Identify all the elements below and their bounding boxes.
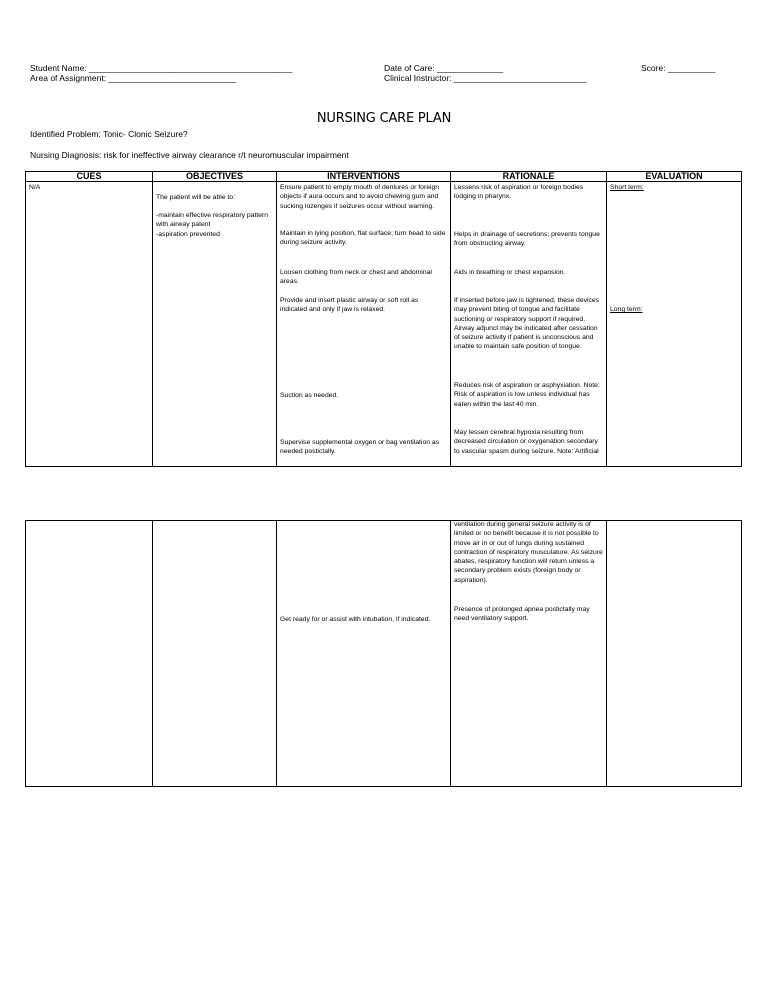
column-header-interventions: INTERVENTIONS bbox=[277, 172, 451, 182]
intervention-item: Get ready for or assist with intubation, if indicated. bbox=[280, 616, 431, 623]
cues-cell-empty bbox=[26, 521, 152, 786]
care-plan-table-page1 bbox=[25, 171, 742, 467]
rationale-item: If inserted before jaw is tightened, these devices may prevent biting of tongue and facilitate suctioning or respiratory support if required. Airway adjunct may be indicated after cessation of seizure activity if patient is unconscious and unable to maintain safe position of tongue. bbox=[454, 297, 600, 351]
area-of-assignment-field: Area of Assignment: ___________________________ bbox=[30, 73, 237, 83]
evaluation-long-term: Long term: bbox=[610, 306, 643, 313]
identified-problem: Identified Problem: Tonic- Clonic Seizure? bbox=[30, 129, 188, 139]
intervention-item: Maintain in lying position, flat surface; turn head to side during seizure activity. bbox=[280, 230, 446, 247]
page-title: NURSING CARE PLAN bbox=[316, 111, 452, 126]
date-of-care-field: Date of Care: ______________ bbox=[384, 63, 504, 73]
column-header-rationale: RATIONALE bbox=[451, 172, 607, 182]
intervention-item: Loosen clothing from neck or chest and abdominal areas. bbox=[280, 269, 432, 286]
column-header-cues: CUES bbox=[26, 172, 153, 182]
rationale-item: ventilation during general seizure activity is of limited or no benefit because it is not possible to move air in or out of lungs during sustained contraction of respiratory musculature. As seizure abates, respiratory function will return unless a secondary problem exists (foreign body or aspiration). bbox=[454, 521, 603, 584]
rationale-item: Presence of prolonged apnea postictally may need ventilatory support. bbox=[454, 606, 590, 623]
column-header-evaluation: EVALUATION bbox=[607, 172, 742, 182]
intervention-item: Suction as needed. bbox=[280, 392, 339, 399]
evaluation-cell-empty bbox=[607, 521, 741, 786]
rationale-item: Lessens risk of aspiration or foreign bodies lodging in pharynx. bbox=[454, 184, 584, 201]
intervention-item: Provide and insert plastic airway or soft roll as indicated and only if jaw is relaxed. bbox=[280, 297, 419, 314]
rationale-item: May lessen cerebral hypoxia resulting from decreased circulation or oxygenation secondary to vascular spasm during seizure. Note: Artificial bbox=[454, 429, 599, 455]
nursing-diagnosis: Nursing Diagnosis: risk for ineffective airway clearance r/t neuromuscular impairment bbox=[30, 150, 349, 160]
table-row bbox=[26, 182, 742, 467]
care-plan-table-page2 bbox=[25, 520, 742, 787]
objectives-items: -maintain effective respiratory pattern with airway patent -aspiration prevented bbox=[156, 212, 269, 238]
table-header-row bbox=[26, 172, 742, 182]
column-header-objectives: OBJECTIVES bbox=[153, 172, 277, 182]
rationale-item: Helps in drainage of secretions; prevents tongue from obstructing airway. bbox=[454, 231, 600, 248]
student-name-field: Student Name: ___________________________________________ bbox=[30, 63, 293, 73]
cues-text: N/A bbox=[29, 184, 41, 191]
intervention-item: Supervise supplemental oxygen or bag ventilation as needed postictally. bbox=[280, 439, 440, 456]
objectives-intro: The patient will be able to: bbox=[156, 194, 235, 201]
rationale-item: Reduces risk of aspiration or asphyxiation. Note: Risk of aspiration is low unless individual has eaten within the last 40 min. bbox=[454, 382, 600, 408]
clinical-instructor-field: Clinical Instructor: ____________________________ bbox=[384, 73, 587, 83]
objectives-cell-empty bbox=[153, 521, 276, 786]
score-field: Score: __________ bbox=[641, 63, 716, 73]
rationale-item: Aids in breathing or chest expansion. bbox=[454, 269, 566, 276]
table-row bbox=[26, 521, 742, 787]
intervention-item: Ensure patient to empty mouth of dentures or foreign objects if aura occurs and to avoid chewing gum and sucking lozenges if seizures occur without warning. bbox=[280, 184, 440, 210]
evaluation-short-term: Short term: bbox=[610, 184, 644, 191]
